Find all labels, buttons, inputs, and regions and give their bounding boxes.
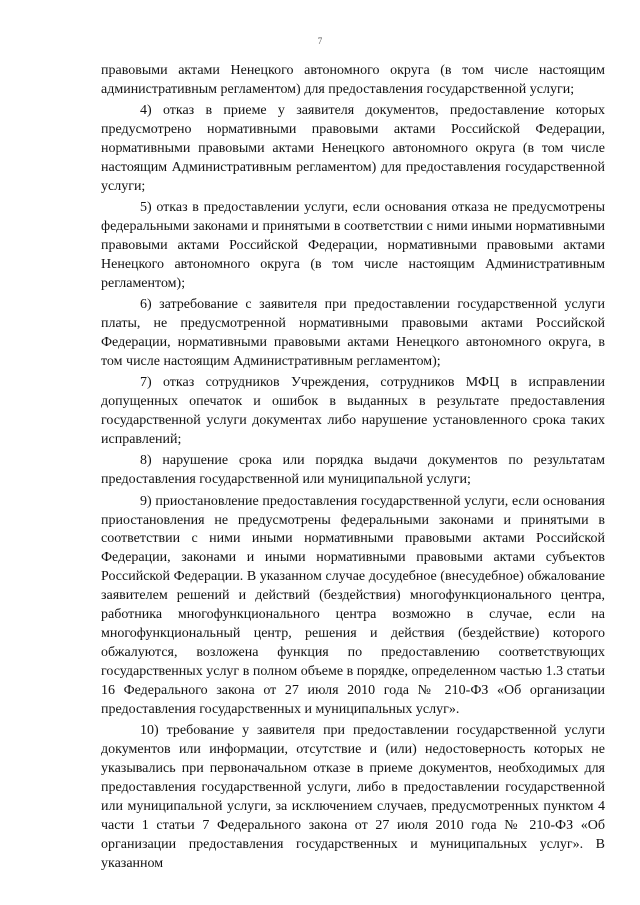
paragraph-item-8: 8) нарушение срока или порядка выдачи документов по результатам предоставления государственной или муниципальной услуги; [101, 453, 605, 488]
page-number: 7 [317, 36, 323, 46]
paragraph-item-6: 6) затребование с заявителя при предоставлении государственной услуги платы, не предусмотренной нормативными правовыми актами Российской Федерации, нормативными правовыми актами Ненецкого автономного округа, в том числе настоящим Административным регламентом); [101, 297, 605, 369]
paragraph-item-5: 5) отказ в предоставлении услуги, если основания отказа не предусмотрены федеральными законами и принятыми в соответствии с ними иными нормативными правовыми актами Российской Федерации, нормативными правовыми актами Ненецкого автономного округа (в том числе настоящим Административным регламентом); [101, 200, 605, 291]
paragraph-item-4: 4) отказ в приеме у заявителя документов, предоставление которых предусмотрено нормативными правовыми актами Российской Федерации, нормативными правовыми актами Ненецкого автономного округа (в том числе настоящим Административным регламентом) для предоставления государственной услуги; [101, 103, 605, 194]
paragraph-continuation: правовыми актами Ненецкого автономного округа (в том числе настоящим административным регламентом) для предоставления государственной услуги; [101, 63, 605, 97]
paragraph-item-10: 10) требование у заявителя при предоставлении государственной услуги документов или информации, отсутствие и (или) недостоверность которых не указывались при первоначальном отказе в приеме документов, необходимых для предоставления государственной услуги, либо в предоставлении государственной или муниципальной услуги, за исключением случаев, предусмотренных пунктом 4 части 1 статьи 7 Федерального закона от 27 июля 2010 года № 210-ФЗ «Об организации предоставления государственных и муниципальных услуг». В указанном [101, 723, 605, 871]
paragraph-item-7: 7) отказ сотрудников Учреждения, сотрудников МФЦ в исправлении допущенных опечаток и ошибок в выданных в результате предоставления государственной услуги документах либо нарушение установленного срока таких исправлений; [101, 375, 605, 448]
paragraph-item-9: 9) приостановление предоставления государственной услуги, если основания приостановления не предусмотрены федеральными законами и принятыми в соответствии с ними иными нормативными правовыми актами Российской Федерации, законами и иными нормативными правовыми актами субъектов Российской Федерации. В указанном случае досудебное (внесудебное) обжалование заявителем решений и действий (бездействия) многофункционального центра, работника многофункционального центра возможно в случае, если на многофункциональный центр, решения и действия (бездействие) которого обжалуются, возложена функция по предоставлению соответствующих государственных услуг в полном объеме в порядке, определенном частью 1.3 статьи 16 Федерального закона от 27 июля 2010 года № 210-ФЗ «Об организации предоставления государственных и муниципальных услуг». [101, 493, 605, 717]
document-body [101, 62, 605, 873]
